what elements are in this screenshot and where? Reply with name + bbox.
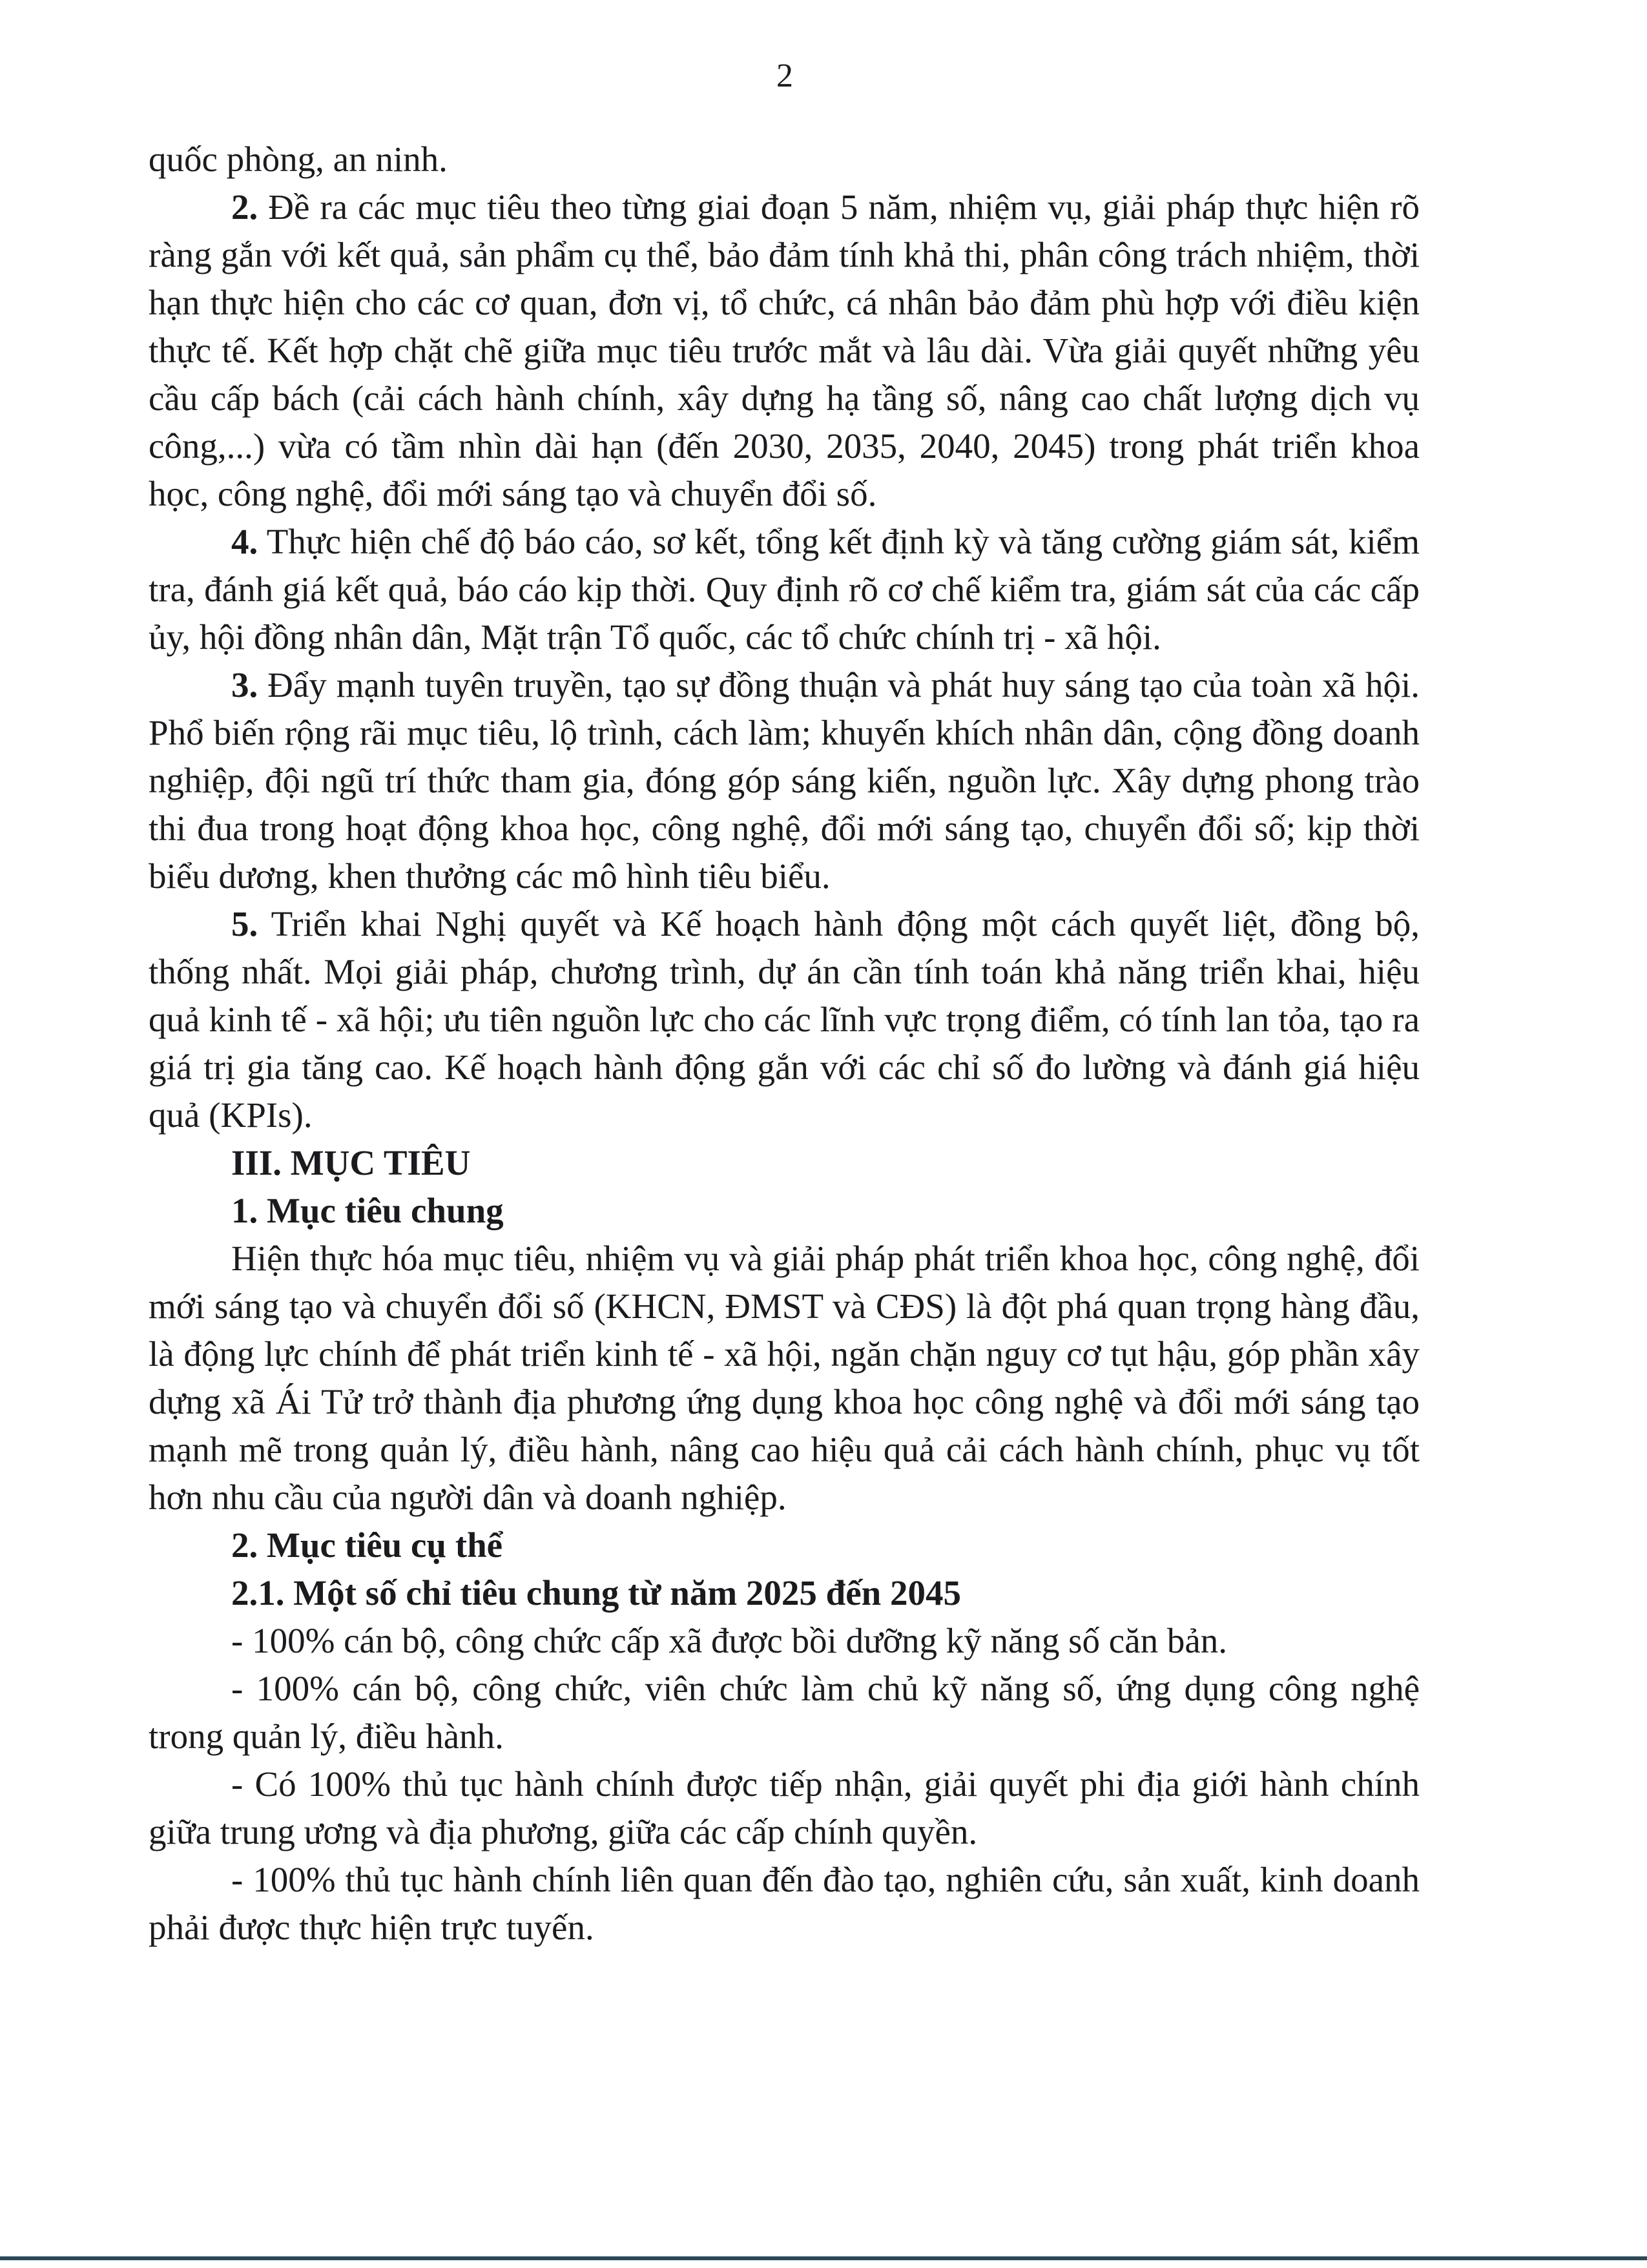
paragraph-continuation: quốc phòng, an ninh.	[149, 139, 448, 179]
bullet-item: - 100% thủ tục hành chính liên quan đến đào tạo, nghiên cứu, sản xuất, kinh doanh phải được thực hiện trực tuyến.	[149, 1860, 1420, 1947]
paragraph-number: 4.	[231, 522, 258, 561]
scan-edge-line	[0, 2256, 1647, 2260]
paragraph-text: Triển khai Nghị quyết và Kế hoạch hành động một cách quyết liệt, đồng bộ, thống nhất. Mọi giải pháp, chương trình, dự án cần tính toán khả năng triển khai, hiệu quả kinh tế - xã hội; ưu tiên nguồn lực cho các lĩnh vực trọng điểm, có tính lan tỏa, tạo ra giá trị gia tăng cao. Kế hoạch hành động gắn với các chỉ số đo lường và đánh giá hiệu quả (KPIs).	[149, 904, 1420, 1135]
page-number: 2	[776, 57, 793, 94]
paragraph-text: Đề ra các mục tiêu theo từng giai đoạn 5 năm, nhiệm vụ, giải pháp thực hiện rõ ràng gắn với kết quả, sản phẩm cụ thể, bảo đảm tính khả thi, phân công trách nhiệm, thời hạn thực hiện cho các cơ quan, đơn vị, tổ chức, cá nhân bảo đảm phù hợp với điều kiện thực tế. Kết hợp chặt chẽ giữa mục tiêu trước mắt và lâu dài. Vừa giải quyết những yêu cầu cấp bách (cải cách hành chính, xây dựng hạ tầng số, nâng cao chất lượng dịch vụ công,...) vừa có tầm nhìn dài hạn (đến 2030, 2035, 2040, 2045) trong phát triển khoa học, công nghệ, đổi mới sáng tạo và chuyển đổi số.	[149, 187, 1420, 513]
subheading-general-indicators: 2.1. Một số chỉ tiêu chung từ năm 2025 đến 2045	[231, 1573, 961, 1613]
subheading-general-objective: 1. Mục tiêu chung	[231, 1191, 504, 1230]
document-body	[149, 136, 1420, 1952]
bullet-item: - 100% cán bộ, công chức cấp xã được bồi dưỡng kỹ năng số căn bản.	[231, 1621, 1228, 1660]
section-heading-objectives: III. MỤC TIÊU	[231, 1143, 471, 1182]
paragraph-principle-5	[149, 900, 1420, 1139]
paragraph-number: 3.	[231, 665, 258, 705]
paragraph-principle-3	[149, 661, 1420, 900]
bullet-item: - 100% cán bộ, công chức, viên chức làm chủ kỹ năng số, ứng dụng công nghệ trong quản lý, điều hành.	[149, 1669, 1420, 1756]
paragraph-general-objective: Hiện thực hóa mục tiêu, nhiệm vụ và giải pháp phát triển khoa học, công nghệ, đổi mới sáng tạo và chuyển đổi số (KHCN, ĐMST và CĐS) là đột phá quan trọng hàng đầu, là động lực chính để phát triển kinh tế - xã hội, ngăn chặn nguy cơ tụt hậu, góp phần xây dựng xã Ái Tử trở thành địa phương ứng dụng khoa học công nghệ và đổi mới sáng tạo mạnh mẽ trong quản lý, điều hành, nâng cao hiệu quả cải cách hành chính, phục vụ tốt hơn nhu cầu của người dân và doanh nghiệp.	[149, 1239, 1420, 1517]
paragraph-text: Đẩy mạnh tuyên truyền, tạo sự đồng thuận và phát huy sáng tạo của toàn xã hội. Phổ biến rộng rãi mục tiêu, lộ trình, cách làm; khuyến khích nhân dân, cộng đồng doanh nghiệp, đội ngũ trí thức tham gia, đóng góp sáng kiến, nguồn lực. Xây dựng phong trào thi đua trong hoạt động khoa học, công nghệ, đổi mới sáng tạo, chuyển đổi số; kịp thời biểu dương, khen thưởng các mô hình tiêu biểu.	[149, 665, 1420, 896]
subheading-specific-objectives: 2. Mục tiêu cụ thể	[231, 1525, 503, 1565]
bullet-item: - Có 100% thủ tục hành chính được tiếp nhận, giải quyết phi địa giới hành chính giữa trung ương và địa phương, giữa các cấp chính quyền.	[149, 1764, 1420, 1851]
paragraph-text: Thực hiện chế độ báo cáo, sơ kết, tổng kết định kỳ và tăng cường giám sát, kiểm tra, đánh giá kết quả, báo cáo kịp thời. Quy định rõ cơ chế kiểm tra, giám sát của các cấp ủy, hội đồng nhân dân, Mặt trận Tổ quốc, các tổ chức chính trị - xã hội.	[149, 522, 1420, 657]
paragraph-principle-4	[149, 518, 1420, 661]
paragraph-principle-2	[149, 183, 1420, 518]
paragraph-number: 5.	[231, 904, 258, 943]
paragraph-number: 2.	[231, 187, 258, 227]
